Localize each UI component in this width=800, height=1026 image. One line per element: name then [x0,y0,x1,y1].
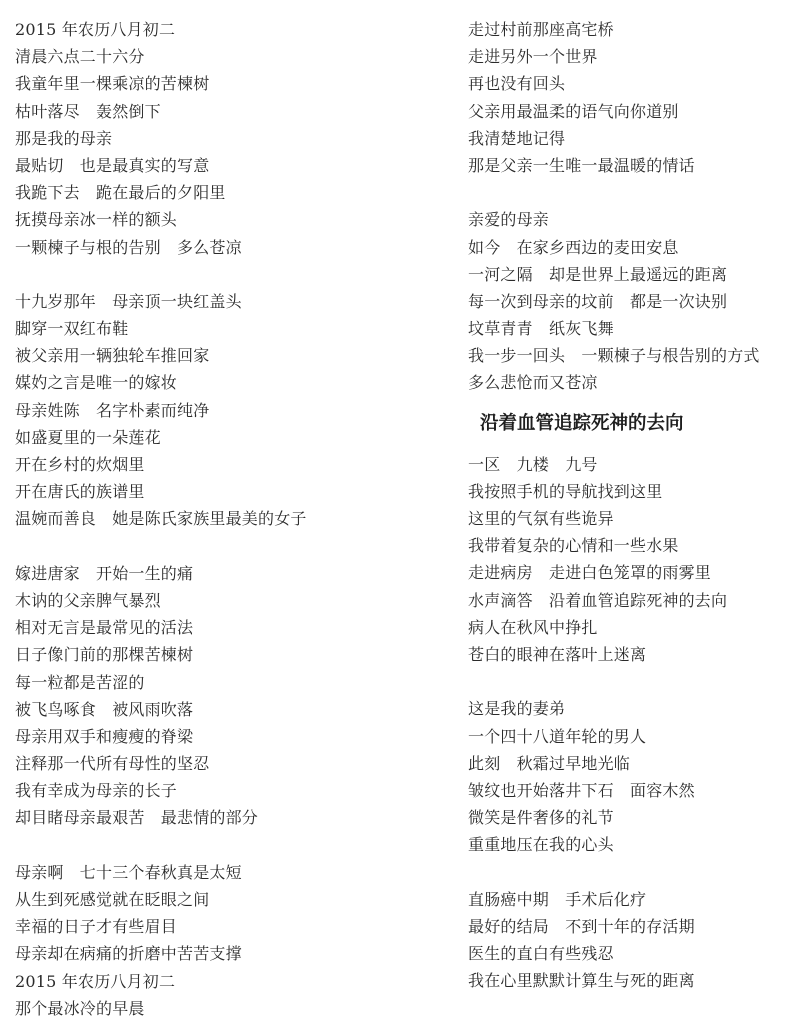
poem-line: 母亲用双手和瘦瘦的脊梁 [15,726,194,746]
poem-line: 幸福的日子才有些眉目 [15,917,178,937]
poem-line: 这里的气氛有些诡异 [468,509,614,528]
poem-line: 这是我的妻弟 [468,699,566,719]
poem-line: 水声滴答 沿着血管追踪死神的去向 [468,590,728,610]
stanza [468,451,798,669]
poem-line: 一个四十八道年轮的男人 [468,726,647,746]
poem-line: 最贴切 也是最真实的写意 [15,155,210,175]
poem-line: 走进另外一个世界 [468,47,598,67]
stanza-gap [15,533,455,560]
poem-line: 脚穿一双红布鞋 [15,319,129,339]
poem-line: 2015 年农历八月初二 [15,20,176,39]
poem-line: 嫁进唐家 开始一生的痛 [15,563,194,583]
poem-line: 被父亲用一辆独轮车推回家 [15,346,210,366]
poem-line: 亲爱的母亲 [468,210,550,230]
poem-line: 多么悲怆而又苍凉 [468,373,598,393]
poem-line: 那是父亲一生唯一最温暖的情话 [468,155,695,175]
poem-line: 我一步一回头 一颗楝子与根告别的方式 [468,346,760,366]
poem-line: 我童年里一棵乘凉的苦楝树 [15,74,210,94]
poem-line: 清晨六点二十六分 [15,47,145,67]
poem-line: 父亲用最温柔的语气向你道别 [468,101,679,121]
stanza [15,16,455,261]
poem-line: 日子像门前的那棵苦楝树 [15,645,194,665]
poem-line: 此刻 秋霜过早地光临 [468,753,631,773]
poem2-body [468,451,798,995]
poem-line: 母亲啊 七十三个春秋真是太短 [15,862,242,882]
stanza-gap [468,858,798,885]
poem2-title: 沿着血管追踪死神的去向 [480,412,684,434]
stanza-gap [15,261,455,288]
poem-line: 如盛夏里的一朵莲花 [15,427,161,447]
poem-line: 一河之隔 却是世界上最遥远的距离 [468,264,728,284]
poem-line: 开在乡村的炊烟里 [15,455,145,474]
poem-line: 重重地压在我的心头 [468,835,614,855]
poem-line: 如今 在家乡西边的麦田安息 [468,237,679,257]
poem-line: 抚摸母亲冰一样的额头 [15,210,178,230]
poem-line: 我清楚地记得 [468,128,566,148]
poem-line: 走进病房 走进白色笼罩的雨雾里 [468,563,712,583]
poem-line: 木讷的父亲脾气暴烈 [15,590,161,610]
stanza [468,886,798,995]
poem-line: 最好的结局 不到十年的存活期 [468,916,695,936]
poem-line: 我按照手机的导航找到这里 [468,481,663,501]
poem-line: 从生到死感觉就在眨眼之间 [15,890,210,909]
poem-line: 却目睹母亲最艰苦 最悲情的部分 [15,808,259,828]
poem-line: 2015 年农历八月初二 [15,971,176,991]
poem-line: 母亲姓陈 名字朴素而纯净 [15,400,210,420]
stanza [468,695,798,858]
poem-line: 被飞鸟啄食 被风雨吹落 [15,699,194,719]
poem-line: 媒妁之言是唯一的嫁妆 [15,373,178,393]
poem-line: 皱纹也开始落井下石 面容木然 [468,780,695,800]
poem-line: 微笑是件奢侈的礼节 [468,808,614,828]
poem-line: 病人在秋风中挣扎 [468,617,598,637]
poem-line: 我带着复杂的心情和一些水果 [468,536,679,556]
poem-line: 注释那一代所有母性的坚忍 [15,754,210,774]
poem-line: 十九岁那年 母亲顶一块红盖头 [15,291,242,311]
poem-line: 直肠癌中期 手术后化疗 [468,889,647,909]
left-column [15,16,455,1022]
poem-line: 开在唐氏的族谱里 [15,482,145,502]
poem-line: 一区 九楼 九号 [468,454,598,474]
poem-line: 一颗楝子与根的告别 多么苍凉 [15,237,242,257]
poem-line: 每一粒都是苦涩的 [15,672,145,692]
stanza [15,288,455,533]
poem-line: 母亲却在病痛的折磨中苦苦支撑 [15,944,242,964]
poem-line: 相对无言是最常见的活法 [15,618,194,638]
stanza [468,16,798,179]
stanza [15,560,455,832]
poem-line: 我跪下去 跪在最后的夕阳里 [15,183,226,203]
poem-line: 那是我的母亲 [15,128,113,148]
poem-line: 坟草青青 纸灰飞舞 [468,319,614,339]
poem-line: 每一次到母亲的坟前 都是一次诀别 [468,291,728,311]
poem-line: 苍白的眼神在落叶上迷离 [468,644,647,664]
poem-line: 温婉而善良 她是陈氏家族里最美的女子 [15,509,307,529]
stanza-gap [468,668,798,695]
poem-line: 那个最冰冷的早晨 [15,998,145,1018]
poem-line: 我有幸成为母亲的长子 [15,781,178,801]
poem-line: 枯叶落尽 轰然倒下 [15,101,161,121]
stanza [468,206,798,396]
stanza-gap [15,832,455,859]
poem-line: 再也没有回头 [468,74,566,94]
poem-line: 走过村前那座高宅桥 [468,20,614,39]
right-column [468,16,798,994]
poem1-continuation [468,16,798,397]
stanza-gap [468,179,798,206]
poem-line: 我在心里默默计算生与死的距离 [468,971,695,991]
poem-line: 医生的直白有些残忍 [468,944,614,963]
stanza [15,859,455,1022]
